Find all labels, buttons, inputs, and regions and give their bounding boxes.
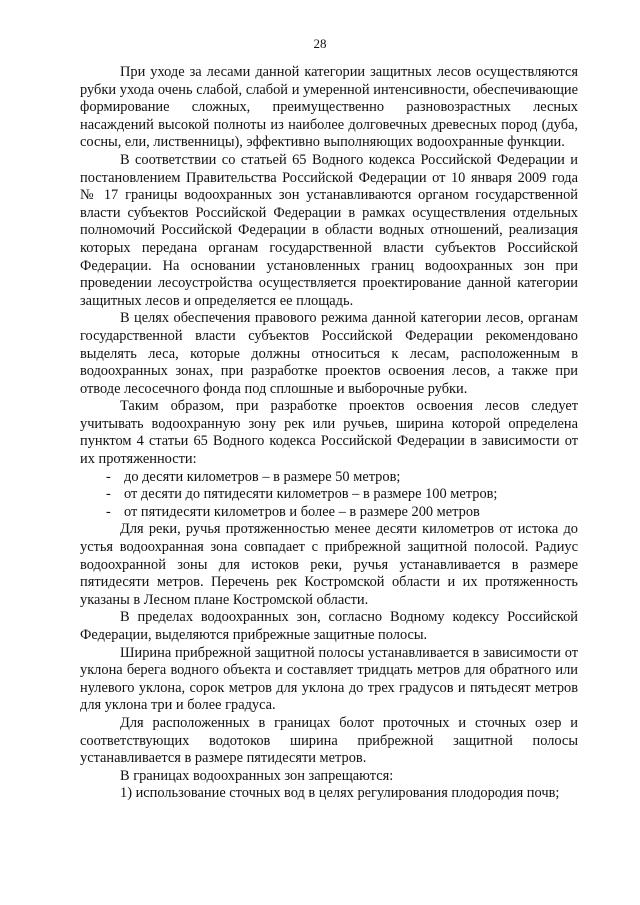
paragraph-prohibition-1: 1) использование сточных вод в целях регулирования плодородия почв; — [120, 785, 560, 802]
list-item-text: от десяти до пятидесяти километров – в размере 100 метров; — [124, 486, 498, 503]
body-text — [80, 64, 578, 803]
paragraph-legal-regime: В целях обеспечения правового режима данной категории лесов, органам государственной власти субъектов Российской Федерации рекомендовано выделять леса, которые должны относиться к лесам, расположенным в водоохранных зонах, при разработке проектов освоения лесов, а также при отводе лесосечного фонда под сплошные и выборочные рубки. — [80, 310, 578, 397]
paragraph-water-protection-zones-law: В соответствии со статьей 65 Водного кодекса Российской Федерации и постановлением Правительства Российской Федерации от 10 января 2009 года № 17 границы водоохранных зон устанавливаются органом государственной власти субъектов Российской Федерации в рамках осуществления отдельных полномочий Российской Федерации в области водных отношений, реализация которых передана органам государственной власти субъектов Российской Федерации. На основании установленных границ водоохранных зон при проведении лесоустройства осуществляется проектирование данной категории защитных лесов и определяется ее площадь. — [80, 151, 578, 309]
paragraph-prohibitions-heading: В границах водоохранных зон запрещаются: — [120, 767, 394, 784]
paragraph-zone-width-intro: Таким образом, при разработке проектов освоения лесов следует учитывать водоохранную зону рек или ручьев, ширина которой определена пунктом 4 статьи 65 Водного кодекса Российской Федерации в зависимости от их протяженности: — [80, 398, 578, 468]
list-item — [80, 486, 578, 504]
list-marker: - — [106, 468, 111, 485]
list-marker: - — [106, 486, 111, 503]
list-item-text: до десяти километров – в размере 50 метров; — [124, 468, 401, 485]
list-item — [80, 469, 578, 487]
list-item — [80, 504, 578, 522]
list-item-text: от пятидесяти километров и более – в размере 200 метров — [124, 503, 480, 520]
paragraph-short-rivers: Для реки, ручья протяженностью менее десяти километров от истока до устья водоохранная зона совпадает с прибрежной защитной полосой. Радиус водоохранной зоны для истоков реки, ручья устанавливается в размере пятидесяти метров. Перечень рек Костромской области и их протяженность указаны в Лесном плане Костромской области. — [80, 521, 578, 608]
page-number: 28 — [313, 36, 327, 51]
paragraph-swamp-lakes: Для расположенных в границах болот проточных и сточных озер и соответствующих водотоков ширина прибрежной защитной полосы устанавливается в размере пятидесяти метров. — [80, 714, 578, 767]
paragraph-strip-width: Ширина прибрежной защитной полосы устанавливается в зависимости от уклона берега водного объекта и составляет тридцать метров для обратного или нулевого уклона, сорок метров для уклона до трех градусов и пятьдесят метров для уклона три и более градуса. — [80, 644, 578, 714]
zone-width-list — [80, 469, 578, 522]
paragraph-coastal-strips: В пределах водоохранных зон, согласно Водному кодексу Российской Федерации, выделяются прибрежные защитные полосы. — [80, 609, 578, 643]
paragraph-maintenance-cuttings: При уходе за лесами данной категории защитных лесов осуществляются рубки ухода очень слабой, слабой и умеренной интенсивности, обеспечивающие формирование сложных, преимущественно разновозрастных лесных насаждений высокой полноты из наиболее долговечных древесных пород (дуба, сосны, ели, лиственницы), эффективно выполняющих водоохранные функции. — [80, 64, 578, 151]
list-marker: - — [106, 503, 111, 520]
